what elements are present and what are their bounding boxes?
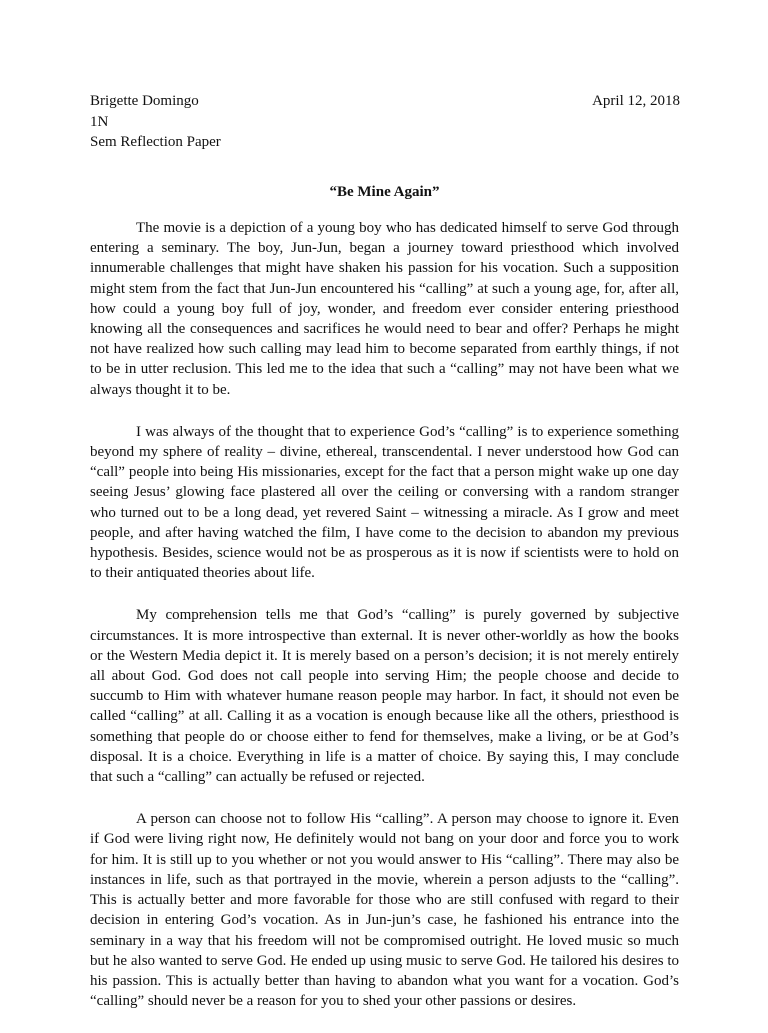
author-name: Brigette Domingo <box>90 93 199 109</box>
paragraph: My comprehension tells me that God’s “calling” is purely governed by subjective circumstances. It is more introspective than external. It is never other-worldly as how the books or the Western Media depict it. It is merely based on a person’s decision; it is not merely entirely all about God. God does not call people into serving Him; the people choose and decide to succumb to Him with whatever humane reason people may harbor. In fact, it should not even be called “calling” at all. Calling it as a vocation is enough because like all the others, priesthood is something that people do or choose either to fend for themselves, make a living, or be at God’s disposal. It is a choice. Everything in life is a matter of choice. By saying this, I may conclude that such a “calling” can actually be refused or rejected. <box>90 607 679 786</box>
paper-body <box>90 218 679 1033</box>
paragraph: A person can choose not to follow His “calling”. A person may choose to ignore it. Even if God were living right now, He definitely would not bang on your door and force you to work for him. It is still up to you whether or not you would answer to His “calling”. There may also be instances in life, such as that portrayed in the movie, wherein a person adjusts to the “calling”. This is actually better and more favorable for those who are still confused with regard to their decision in entering God’s vocation. As in Jun-jun’s case, he fashioned his entrance into the seminary in a way that his freedom will not be compromised outright. He loved music so much but he also wanted to serve God. He ended up using music to serve God. He tailored his desires to his passion. This is actually better than having to abandon what you want for a vocation. God’s “calling” should never be a reason for you to shed your other passions or desires. <box>90 811 679 1010</box>
paragraph: The movie is a depiction of a young boy who has dedicated himself to serve God through entering a seminary. The boy, Jun-Jun, began a journey toward priesthood which involved innumerable challenges that might have shaken his passion for his vocation. Such a supposition might stem from the fact that Jun-Jun encountered his “calling” at such a young age, for, after all, how could a young boy full of joy, wonder, and freedom ever consider entering priesthood knowing all the consequences and sacrifices he would need to bear and offer? Perhaps he might not have realized how such calling may lead him to become separated from earthly things, if not to be in utter reclusion. This led me to the idea that such a “calling” may not have been what we always thought it to be. <box>90 220 679 398</box>
class-section: 1N <box>90 113 109 130</box>
document-header <box>90 91 680 153</box>
paragraph: I was always of the thought that to experience God’s “calling” is to experience something beyond my sphere of reality – divine, ethereal, transcendental. I never understood how God can “call” people into being His missionaries, except for the fact that a person might wake up one day seeing Jesus’ glowing face plastered all over the ceiling or conversing with a random stranger who turned out to be a long dead, yet revered Saint – witnessing a miracle. As I grow and meet people, and after having watched the film, I have come to the decision to abandon my previous hypothesis. Besides, science would not be as prosperous as it is now if scientists were to hold on to their antiquated theories about life. <box>90 423 679 582</box>
document-date: April 12, 2018 <box>592 93 680 109</box>
paper-title: “Be Mine Again” <box>329 184 440 200</box>
course-name: Sem Reflection Paper <box>90 134 221 150</box>
